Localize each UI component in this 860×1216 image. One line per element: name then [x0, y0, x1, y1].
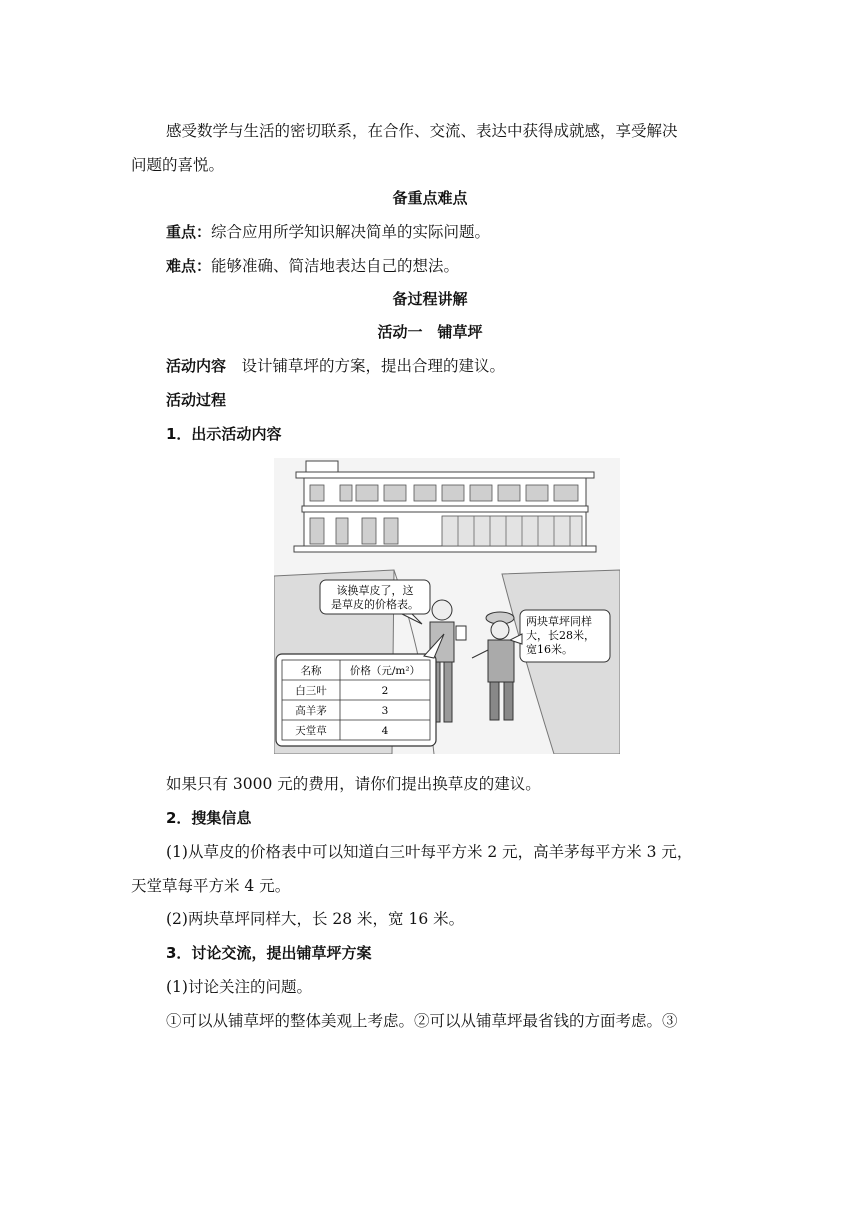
- speech-bubble-right: [510, 610, 610, 662]
- info-2: (2)两块草坪同样大，长 28 米，宽 16 米。: [166, 910, 465, 928]
- step-3-heading: 3．讨论交流，提出铺草坪方案: [166, 944, 372, 962]
- table-header-name: 名称: [300, 665, 322, 677]
- key-point-line: [166, 222, 490, 242]
- lawn-illustration: [274, 458, 620, 754]
- step-2-heading: 2．搜集信息: [166, 809, 252, 827]
- table-header-price: 价格（元/m²）: [349, 665, 421, 677]
- table-row-price: 4: [381, 725, 389, 737]
- discuss-1: (1)讨论关注的问题。: [166, 978, 312, 996]
- activity-content-text: 设计铺草坪的方案，提出合理的建议。: [226, 357, 506, 375]
- budget-question: 如果只有 3000 元的费用，请你们提出换草皮的建议。: [166, 775, 541, 793]
- intro-line-1: 感受数学与生活的密切联系，在合作、交流、表达中获得成就感，享受解决: [166, 122, 678, 140]
- bubble-left-line-2: 是草皮的价格表。: [331, 598, 419, 611]
- info-1-line-2: 天堂草每平方米 4 元。: [131, 877, 291, 895]
- activity-title: 活动一 铺草坪: [377, 323, 483, 341]
- table-row-name: 高羊茅: [295, 705, 327, 717]
- discuss-1-detail: ①可以从铺草坪的整体美观上考虑。②可以从铺草坪最省钱的方面考虑。③: [166, 1012, 678, 1030]
- table-row-price: 2: [381, 685, 389, 697]
- bubble-right-line-2: 大，长28米，: [526, 629, 595, 642]
- activity-process-label: 活动过程: [166, 391, 227, 409]
- table-row-price: 3: [381, 705, 389, 717]
- difficulty-line: [166, 256, 459, 276]
- difficulty-label: 难点：: [166, 257, 212, 275]
- activity-content-label: 活动内容: [166, 357, 227, 375]
- table-row-name: 天堂草: [295, 725, 327, 737]
- info-1-line-1: (1)从草皮的价格表中可以知道白三叶每平方米 2 元，高羊茅每平方米 3 元，: [166, 843, 693, 861]
- bubble-right-line-1: 两块草坪同样: [526, 615, 592, 628]
- step-1-heading: 1．出示活动内容: [166, 425, 282, 443]
- heading-key-points: 备重点难点: [392, 189, 468, 207]
- key-point-label: 重点：: [166, 223, 212, 241]
- bubble-left-line-1: 该换草皮了，这: [336, 584, 414, 597]
- heading-process: 备过程讲解: [392, 290, 468, 308]
- intro-line-2: 问题的喜悦。: [131, 156, 225, 174]
- bubble-right-line-3: 宽16米。: [526, 643, 573, 656]
- key-point-text: 综合应用所学知识解决简单的实际问题。: [211, 223, 491, 241]
- activity-content-line: [166, 356, 505, 376]
- difficulty-text: 能够准确、简洁地表达自己的想法。: [211, 257, 460, 275]
- table-row-name: 白三叶: [295, 685, 327, 697]
